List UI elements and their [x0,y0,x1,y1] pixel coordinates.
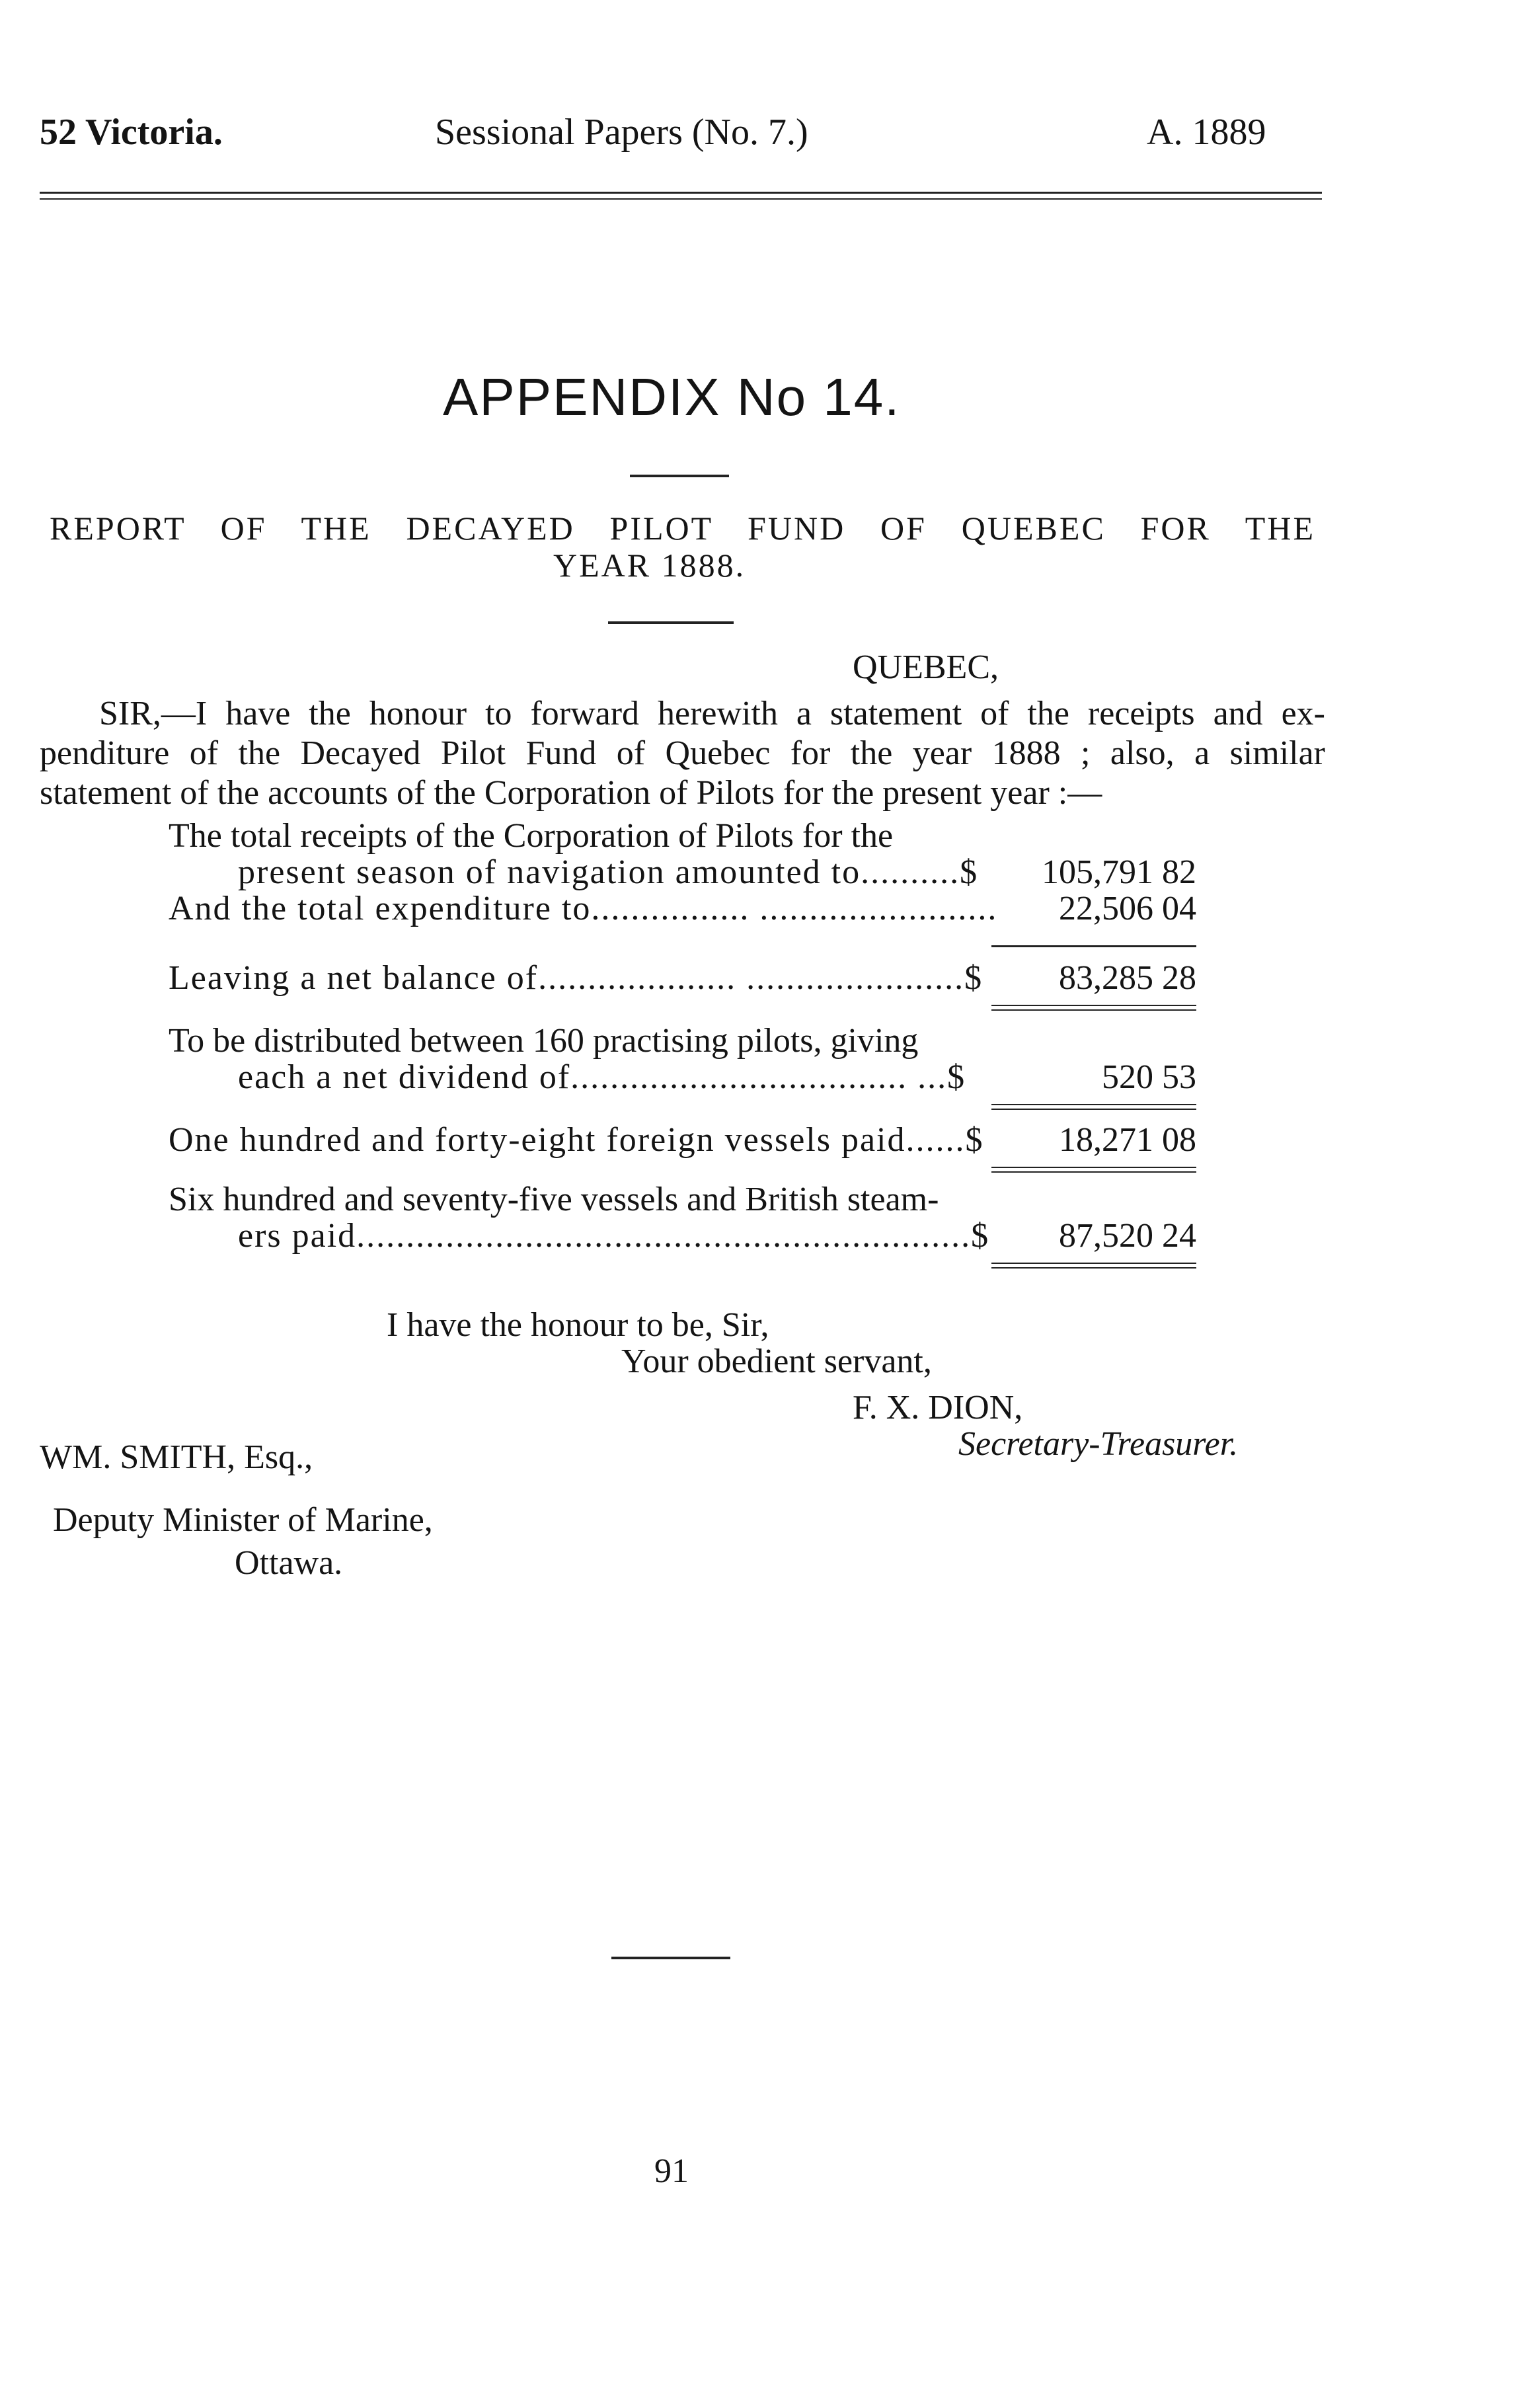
header-left: 52 Victoria. [40,112,223,153]
header-right: A. 1889 [1147,112,1266,153]
dividend-line-1: To be distributed between 160 practising pilots, giving [169,1022,919,1060]
receipts-line-2: present season of navigation amounted to..........$ [238,853,979,891]
letter-line-1: SIR,—I have the honour to forward herewith a statement of the receipts and ex- [99,695,1325,732]
addressee-name: WM. SMITH, Esq., [40,1438,313,1476]
report-heading-line1: REPORT OF THE DECAYED PILOT FUND OF QUEBEC FOR THE [50,510,1315,547]
receipts-amount: 105,791 82 [1042,853,1196,891]
title-divider [630,475,729,477]
balance-line: Leaving a net balance of.................... ......................$ [169,959,983,997]
letter-line-3: statement of the accounts of the Corporation of Pilots for the present year :— [40,774,1102,812]
closing-line-2: Your obedient servant, [621,1343,932,1380]
foreign-vessels-amount: 18,271 08 [1059,1121,1196,1159]
expenditure-amount: 22,506 04 [1059,890,1196,927]
balance-double-rule [991,1005,1196,1011]
letter-line-2: penditure of the Decayed Pilot Fund of Quebec for the year 1888 ; also, a similar [40,734,1325,772]
letter-place: QUEBEC, [853,648,999,686]
balance-rule [991,945,1196,947]
heading-divider [608,621,734,624]
report-heading-line2: YEAR 1888. [553,547,746,584]
signer-title: Secretary-Treasurer. [958,1425,1239,1463]
british-vessels-line-2: ers paid..............................................................$ [238,1217,990,1255]
addressee-title: Deputy Minister of Marine, [53,1501,433,1539]
foreign-vessels-double-rule [991,1167,1196,1173]
receipts-line-1: The total receipts of the Corporation of Pilots for the [169,817,894,855]
expenditure-line: And the total expenditure to................ ........................ [169,890,998,927]
appendix-title: APPENDIX No 14. [443,368,901,426]
balance-amount: 83,285 28 [1059,959,1196,997]
british-vessels-line-1: Six hundred and seventy-five vessels and British steam- [169,1181,939,1218]
header-rule [40,192,1322,200]
dividend-line-2: each a net dividend of.................................. ...$ [238,1058,966,1096]
page-number: 91 [654,2152,689,2190]
signer-name: F. X. DION, [853,1389,1023,1426]
foreign-vessels-line: One hundred and forty-eight foreign vessels paid......$ [169,1121,984,1159]
dividend-amount: 520 53 [1102,1058,1196,1096]
footer-divider [611,1957,730,1959]
header-center: Sessional Papers (No. 7.) [435,112,808,153]
closing-line-1: I have the honour to be, Sir, [387,1306,769,1344]
british-vessels-amount: 87,520 24 [1059,1217,1196,1255]
dividend-double-rule [991,1104,1196,1110]
british-vessels-double-rule [991,1263,1196,1269]
addressee-city: Ottawa. [235,1544,343,1582]
